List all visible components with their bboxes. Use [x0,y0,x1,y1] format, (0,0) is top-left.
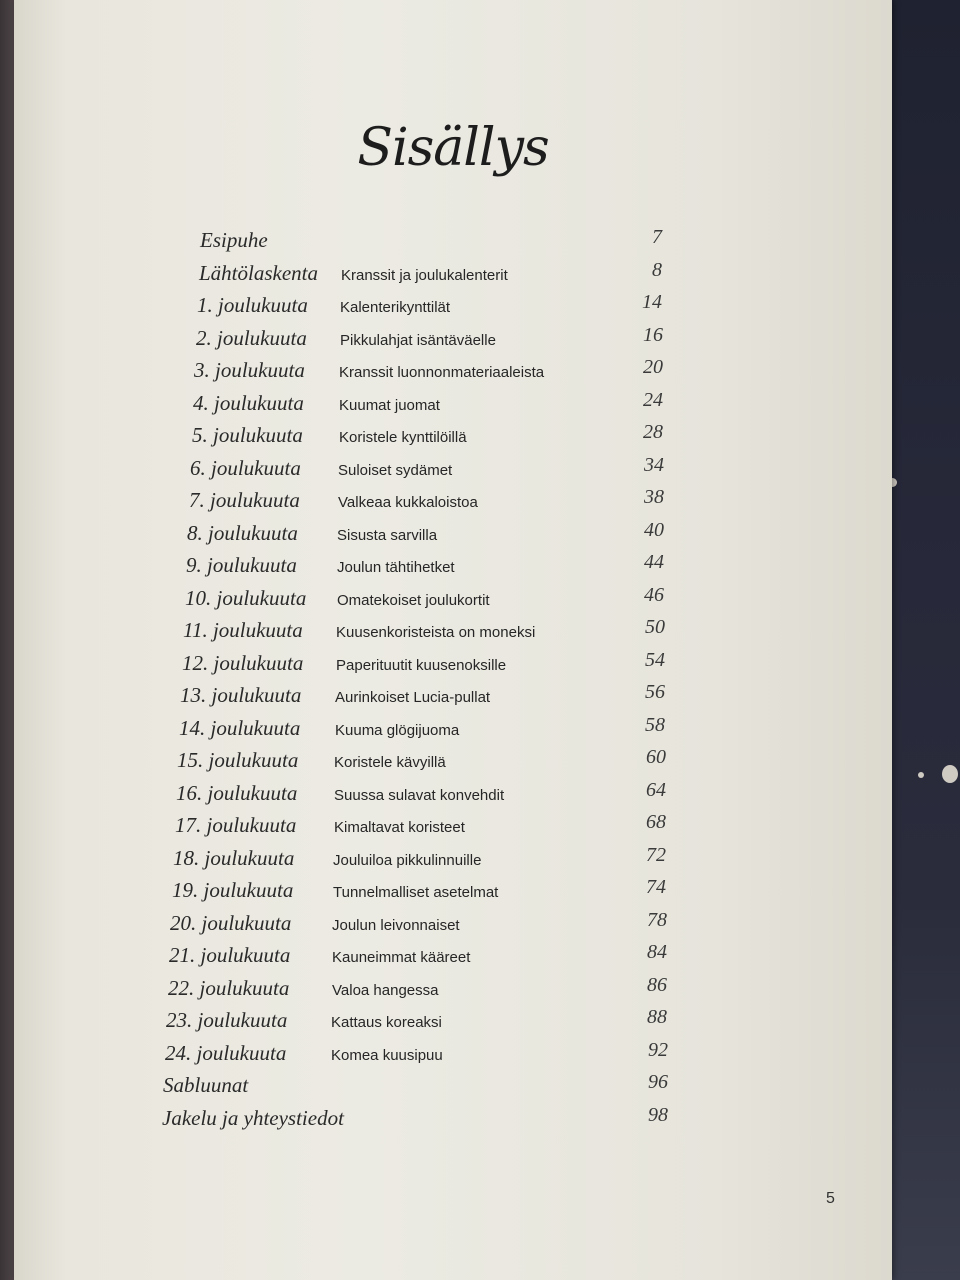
toc-entry-page: 44 [644,551,664,573]
toc-entry [14,846,892,876]
toc-entry-heading: Jakelu ja yhteystiedot [162,1106,344,1130]
toc-entry [14,293,892,323]
toc-entry-title: Joulun tähtihetket [337,559,455,576]
toc-entry-title: Suussa sulavat konvehdit [334,787,505,804]
toc-entry-page: 46 [644,584,664,606]
toc-entry-page: 8 [652,259,662,281]
toc-entry [14,748,892,778]
toc-entry [14,586,892,616]
toc-entry-title: Tunnelmalliset asetelmat [333,884,499,901]
toc-entry-heading: 3. joulukuuta [194,358,305,382]
toc-entry-title: Paperituutit kuusenoksille [336,657,507,674]
toc-entry-title: Kalenterikynttilät [340,299,451,316]
toc-entry-page: 20 [643,356,663,378]
toc-entry-page: 86 [647,974,667,996]
toc-entry-page: 68 [646,811,666,833]
toc-entry [14,716,892,746]
toc-entry-title: Valoa hangessa [332,982,439,999]
toc-entry-page: 24 [643,389,663,411]
toc-entry-heading: Lähtölaskenta [199,261,318,285]
toc-entry-title: Jouluiloa pikkulinnuille [333,852,482,869]
toc-entry [14,911,892,941]
toc-entry-page: 58 [645,714,665,736]
toc-entry [14,261,892,291]
toc-entry-page: 54 [645,649,665,671]
toc-entry [14,976,892,1006]
toc-entry-title: Sisusta sarvilla [337,527,438,544]
toc-entry [14,488,892,518]
dust-speck [918,772,924,778]
toc-entry [14,781,892,811]
toc-entry-page: 74 [646,876,666,898]
toc-entry-heading: 22. joulukuuta [168,976,290,1000]
toc-entry-heading: 21. joulukuuta [169,943,291,967]
toc-entry [14,943,892,973]
toc-entry [14,456,892,486]
toc-entry-heading: 15. joulukuuta [177,748,299,772]
toc-entry-heading: 20. joulukuuta [170,911,292,935]
toc-entry-heading: 18. joulukuuta [173,846,295,870]
toc-entry-title: Valkeaa kukkaloistoa [338,494,478,511]
toc-entry-title: Kranssit ja joulukalenterit [341,267,508,284]
toc-entry-page: 38 [644,486,664,508]
toc-entry-page: 64 [646,779,666,801]
toc-entry-heading: 2. joulukuuta [196,326,307,350]
toc-entry [14,553,892,583]
toc-entry-heading: 5. joulukuuta [192,423,303,447]
page-title: Sisällys [357,118,549,178]
toc-entry-heading: Sabluunat [163,1073,249,1097]
toc-entry-page: 7 [652,226,662,248]
toc-entry [14,228,892,258]
toc-entry-heading: 23. joulukuuta [166,1008,288,1032]
toc-entry-heading: 12. joulukuuta [182,651,304,675]
toc-entry-page: 92 [648,1039,668,1061]
toc-entry [14,651,892,681]
toc-entry [14,878,892,908]
toc-entry-title: Omatekoiset joulukortit [337,592,490,609]
toc-entry [14,1041,892,1071]
toc-entry-heading: Esipuhe [200,228,268,252]
book-page [14,0,892,1280]
toc-entry-page: 78 [647,909,667,931]
toc-entry-page: 50 [645,616,665,638]
toc-entry-heading: 16. joulukuuta [176,781,298,805]
toc-entry-heading: 19. joulukuuta [172,878,294,902]
dust-speck [942,765,958,783]
toc-entry-heading: 11. joulukuuta [183,618,303,642]
toc-entry [14,1106,892,1136]
toc-entry-title: Kattaus koreaksi [331,1014,442,1031]
toc-entry [14,423,892,453]
toc-entry-page: 72 [646,844,666,866]
toc-entry-heading: 1. joulukuuta [197,293,308,317]
toc-entry [14,813,892,843]
toc-entry-title: Kuumat juomat [339,397,440,414]
page-number: 5 [826,1190,835,1207]
toc-entry-heading: 4. joulukuuta [193,391,304,415]
toc-entry-page: 98 [648,1104,668,1126]
toc-entry-page: 34 [644,454,664,476]
toc-entry-page: 40 [644,519,664,541]
toc-entry-heading: 7. joulukuuta [189,488,300,512]
toc-entry-heading: 24. joulukuuta [165,1041,287,1065]
toc-entry-title: Kimaltavat koristeet [334,819,465,836]
toc-entry-heading: 9. joulukuuta [186,553,297,577]
toc-entry-title: Komea kuusipuu [331,1047,443,1064]
toc-entry-page: 88 [647,1006,667,1028]
toc-entry-title: Koristele kynttilöillä [339,429,467,446]
toc-entry [14,521,892,551]
toc-entry-heading: 13. joulukuuta [180,683,302,707]
toc-entry-title: Suloiset sydämet [338,462,453,479]
toc-entry-title: Koristele kävyillä [334,754,446,771]
toc-entry [14,358,892,388]
toc-entry [14,391,892,421]
toc-entry-page: 28 [643,421,663,443]
toc-entry-heading: 10. joulukuuta [185,586,307,610]
toc-entry-page: 60 [646,746,666,768]
toc-entry [14,1008,892,1038]
toc-entry-heading: 17. joulukuuta [175,813,297,837]
toc-entry-page: 16 [643,324,663,346]
toc-entry [14,326,892,356]
toc-entry-title: Pikkulahjat isäntäväelle [340,332,496,349]
toc-entry-title: Joulun leivonnaiset [332,917,460,934]
toc-entry-page: 14 [642,291,662,313]
toc-entry-heading: 14. joulukuuta [179,716,301,740]
toc-entry [14,1073,892,1103]
toc-entry-page: 84 [647,941,667,963]
toc-entry-title: Kuusenkoristeista on moneksi [336,624,536,641]
toc-entry-page: 56 [645,681,665,703]
toc-entry-heading: 6. joulukuuta [190,456,301,480]
toc-entry-title: Kauneimmat kääreet [332,949,471,966]
toc-entry-title: Kuuma glögijuoma [335,722,460,739]
toc-entry [14,618,892,648]
toc-entry-page: 96 [648,1071,668,1093]
toc-entry-title: Aurinkoiset Lucia-pullat [335,689,491,706]
toc-entry-title: Kranssit luonnonmateriaaleista [339,364,545,381]
toc-entry-heading: 8. joulukuuta [187,521,298,545]
toc-entry [14,683,892,713]
